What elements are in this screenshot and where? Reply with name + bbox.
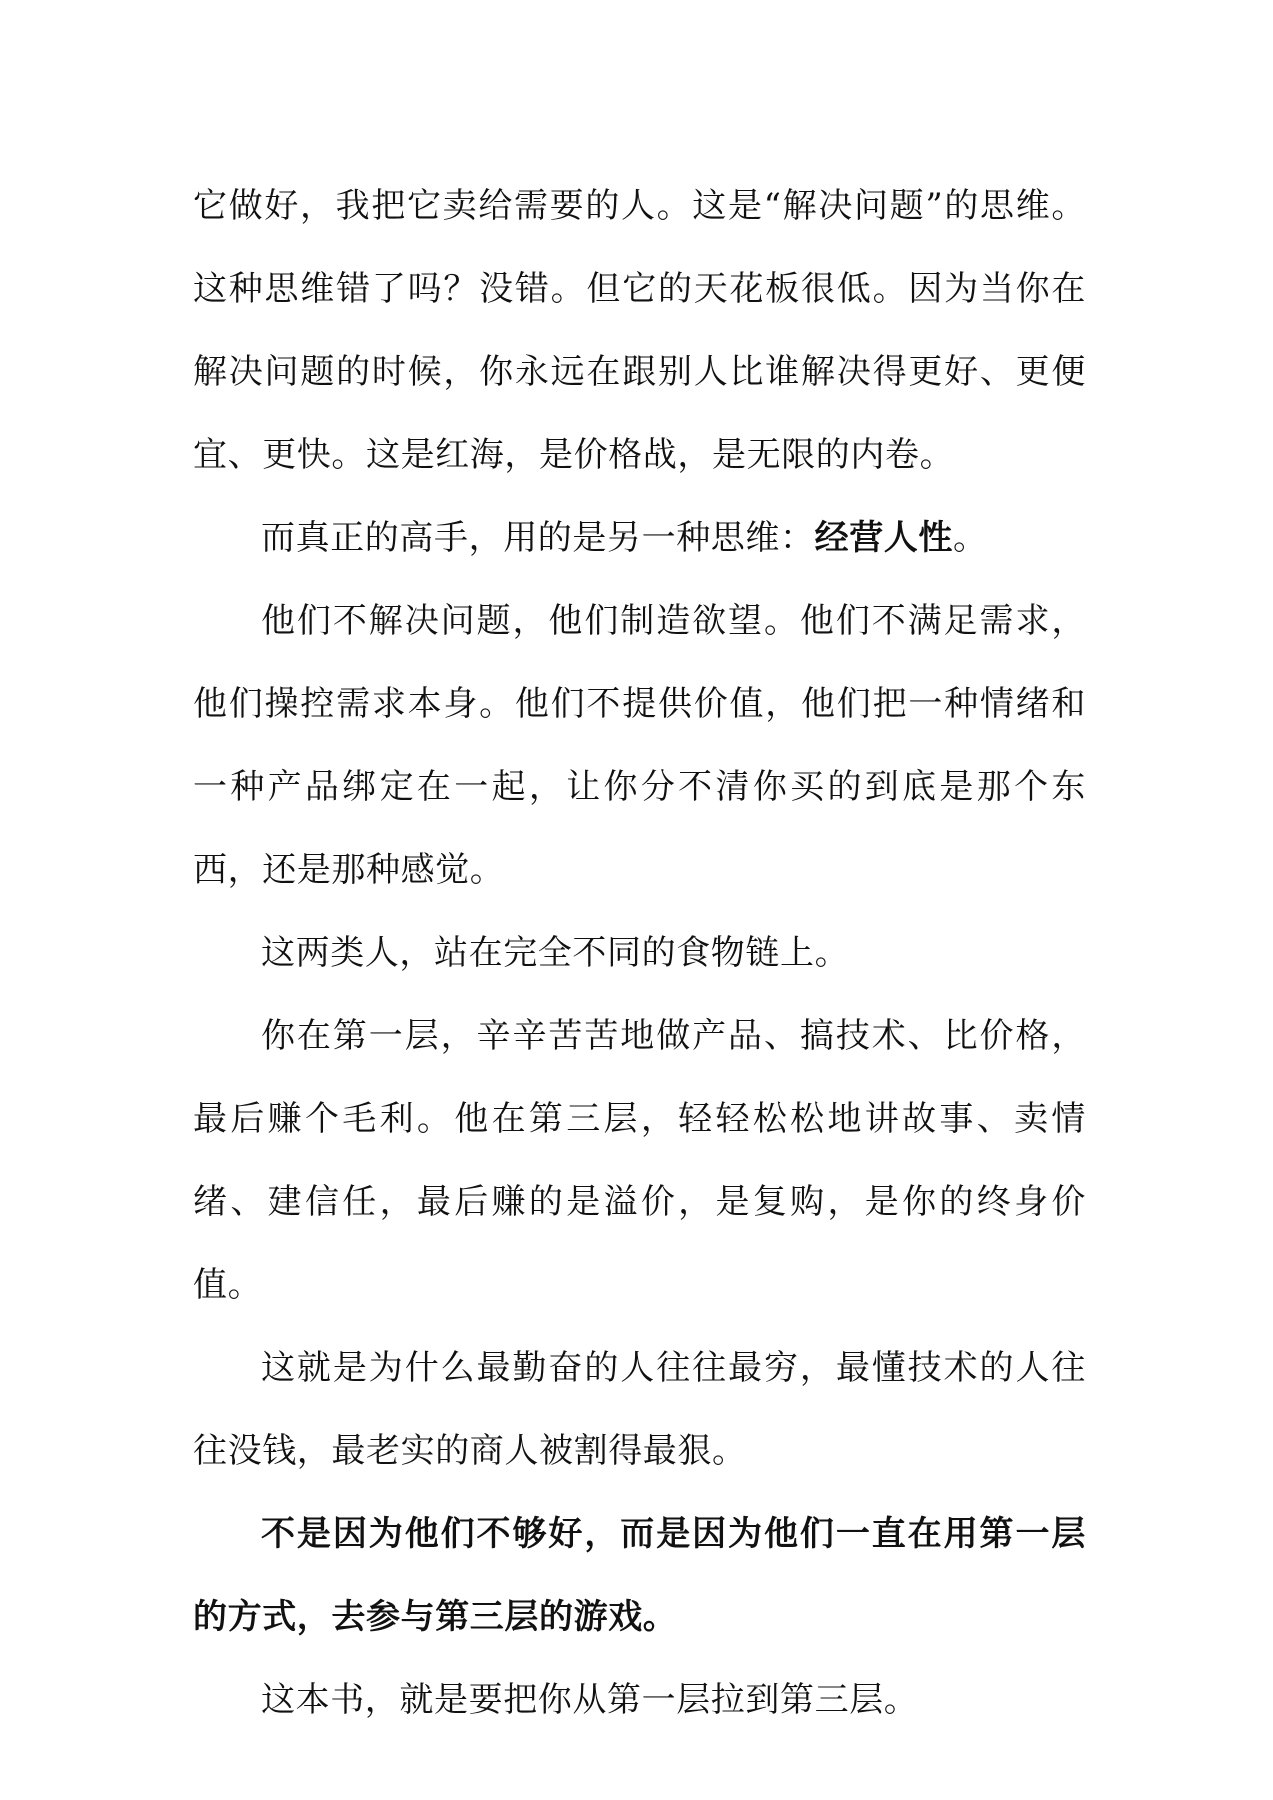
paragraph-layers: 你在第一层，辛辛苦苦地做产品、搞技术、比价格，最后赚个毛利。他在第三层，轻轻松松地讲故事、卖情绪、建信任，最后赚的是溢价，是复购，是你的终身价值。 [193,1016,1086,1305]
paragraph-book-purpose: 这本书，就是要把你从第一层拉到第三层。 [261,1680,919,1720]
paragraph-why-poor: 这就是为什么最勤奋的人往往最穷，最懂技术的人往往没钱，最老实的商人被割得最狠。 [193,1348,1086,1471]
bold-keyword: 经营人性 [814,518,954,558]
document-page [193,165,1086,1742]
paragraph-tail-text: 。 [953,518,988,558]
paragraph-lead-text: 而真正的高手，用的是另一种思维： [261,518,815,558]
paragraph-bold-conclusion: 不是因为他们不够好，而是因为他们一直在用第一层的方式，去参与第三层的游戏。 [193,1514,1086,1637]
paragraph-desire: 他们不解决问题，他们制造欲望。他们不满足需求，他们操控需求本身。他们不提供价值，他们把一种情绪和一种产品绑定在一起，让你分不清你买的到底是那个东西，还是那种感觉。 [193,601,1086,890]
paragraph-master-thinking [193,497,1086,580]
paragraph-food-chain: 这两类人，站在完全不同的食物链上。 [261,933,850,973]
paragraph-continuation: 它做好，我把它卖给需要的人。这是“解决问题”的思维。这种思维错了吗？没错。但它的天花板很低。因为当你在解决问题的时候，你永远在跟别人比谁解决得更好、更便宜、更快。这是红海，是价格战，是无限的内卷。 [193,186,1086,475]
